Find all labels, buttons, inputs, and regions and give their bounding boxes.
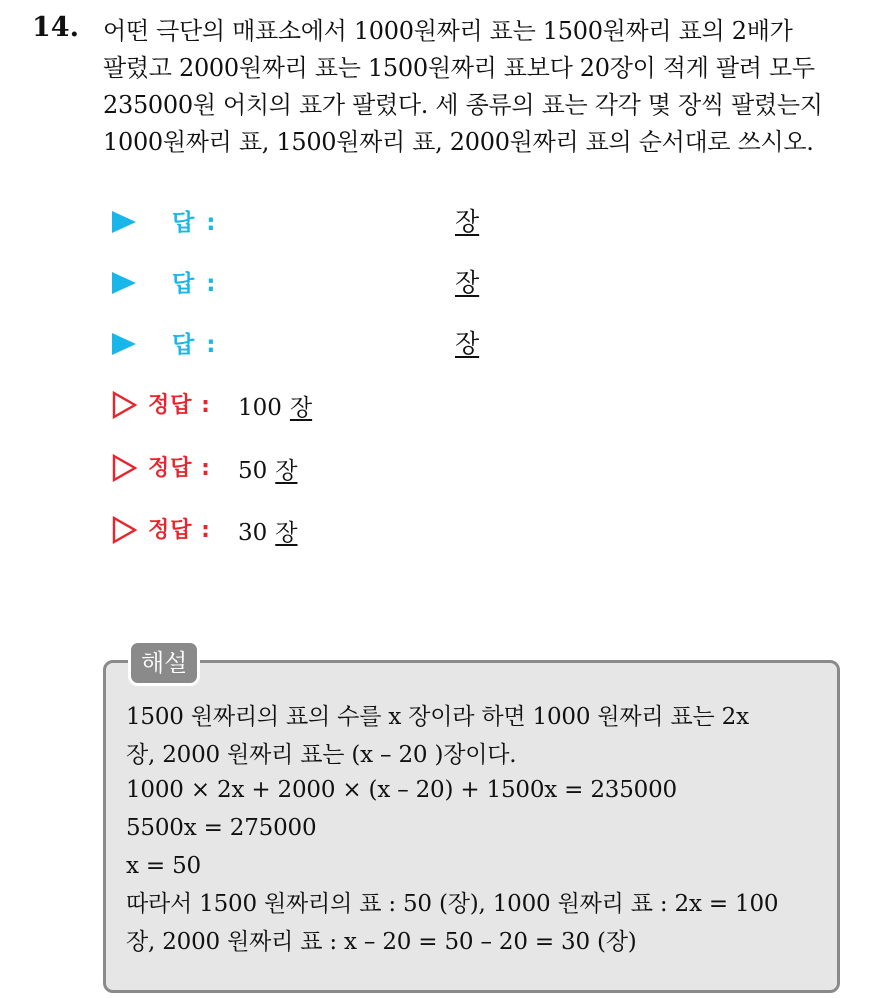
play-triangle-icon	[112, 272, 136, 294]
answer-label: 답 :	[172, 210, 218, 236]
explanation-line: 1500 원짜리의 표의 수를 x 장이라 하면 1000 원짜리 표는 2x	[126, 704, 749, 730]
play-triangle-icon	[112, 333, 136, 355]
explanation-line: 5500x = 275000	[126, 815, 317, 841]
question-number: 14.	[32, 12, 79, 43]
correct-answer-label: 정답 :	[148, 393, 211, 418]
correct-answer-value-group	[238, 514, 298, 547]
answer-unit: 장	[455, 329, 480, 358]
answer-label: 답 :	[172, 271, 218, 297]
correct-answer-value-group	[238, 452, 298, 485]
correct-answer-row	[0, 386, 884, 426]
correct-answer-unit: 장	[289, 395, 313, 421]
correct-answer-label: 정답 :	[148, 456, 211, 481]
outline-triangle-icon	[112, 516, 138, 544]
answer-unit: 장	[455, 207, 480, 236]
answer-row	[0, 324, 884, 364]
explanation-line: 따라서 1500 원짜리의 표 : 50 (장), 1000 원짜리 표 : 2x = 100	[126, 891, 779, 917]
answer-row	[0, 263, 884, 303]
explanation-line: x = 50	[126, 853, 201, 879]
correct-answer-row	[0, 449, 884, 489]
explanation-line: 1000 × 2x + 2000 × (x – 20) + 1500x = 235000	[126, 777, 677, 803]
correct-answer-unit: 장	[275, 520, 298, 546]
question-text-line: 1000원짜리 표, 1500원짜리 표, 2000원짜리 표의 순서대로 쓰시오.	[103, 128, 814, 156]
outline-triangle-icon	[112, 454, 138, 482]
explanation-line: 장, 2000 원짜리 표는 (x – 20 )장이다.	[126, 742, 517, 768]
correct-answer-label: 정답 :	[148, 518, 211, 543]
question-text-line: 팔렸고 2000원짜리 표는 1500원짜리 표보다 20장이 적게 팔려 모두	[103, 54, 815, 82]
correct-answer-value: 100	[238, 395, 282, 421]
correct-answer-value: 50	[238, 458, 268, 484]
play-triangle-icon	[112, 211, 136, 233]
correct-answer-value: 30	[238, 520, 268, 546]
outline-triangle-icon	[112, 391, 138, 419]
answer-unit: 장	[455, 268, 480, 297]
correct-answer-unit: 장	[275, 458, 298, 484]
correct-answer-row	[0, 511, 884, 551]
answer-row	[0, 202, 884, 242]
question-text-line: 어떤 극단의 매표소에서 1000원짜리 표는 1500원짜리 표의 2배가	[103, 17, 793, 45]
explanation-line: 장, 2000 원짜리 표 : x – 20 = 50 – 20 = 30 (장)	[126, 929, 637, 955]
answer-label: 답 :	[172, 332, 218, 358]
explanation-tab: 해설	[128, 640, 200, 686]
correct-answer-value-group	[238, 389, 312, 422]
question-text-line: 235000원 어치의 표가 팔렸다. 세 종류의 표는 각각 몇 장씩 팔렸는지	[103, 91, 823, 119]
